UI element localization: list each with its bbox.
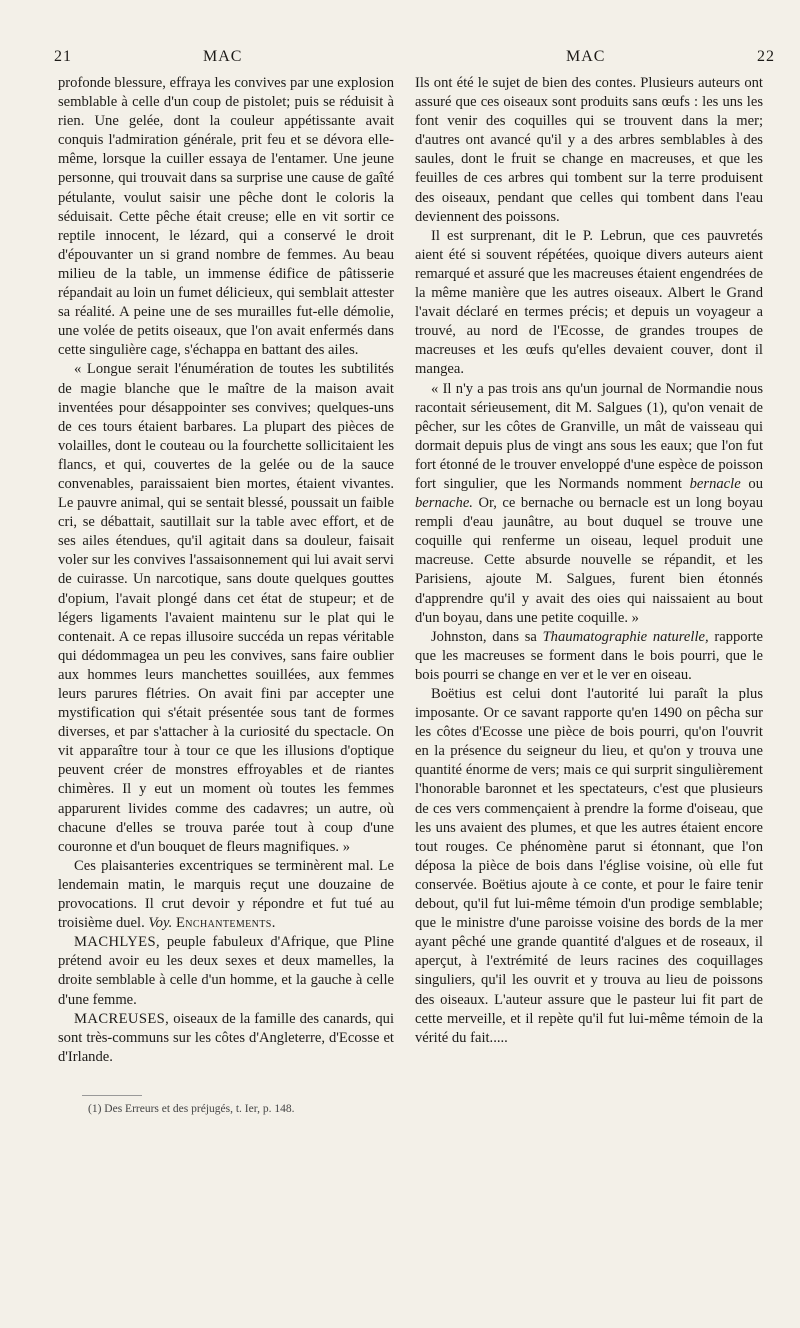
paragraph: « Longue serait l'énumération de toutes les subtilités de magie blanche que le maître de la maison avait inventées pour désappointer ses convives; quelques-uns de ces tours étaient barbares. La plupart des pièces de volailles, dont le couteau ou la fourchette sollicitaient les flancs, et qui, couvertes de la gelée ou de la sauce convenables, paraissaient bien mortes, étaient vivantes. Le pauvre animal, qui se sentait blessé, poussait un faible cri, se débattait, sautillait sur la table avec effort, et de ses ailes étendues, qu'il agitait dans sa douleur, faisait voler sur les convives l'assaisonnement qui lui avait servi de cuirasse. Un narcotique, sans doute quelques gouttes d'opium, l'avait plongé dans cet état de stupeur; et de légers ligaments l'avaient maintenu sur le plat qui le contenait. A ce repas illusoire succéda un repas véritable qui dédommagea un peu les convives, sans faire oublier aux hommes leurs manchettes souillées, aux femmes leurs parures flétries. On avait fini par accepter une mystification qui s'était présentée sous tant de formes diverses, et par s'attacher à la curiosité du spectacle. On vit apparaître tour à tour ce que les illusions d'optique peuvent créer de monstres effroyables et de riantes chimères. Il y eut un moment où toutes les femmes apparurent livides comme des cadavres; un autre, où chacune d'elles se trouva parée tout à coup d'une couronne et d'un bouquet de fleurs magnifiques. » bbox=[58, 361, 394, 855]
dictionary-entry-machlyes bbox=[58, 933, 394, 1009]
entry-headword: MACHLYES, bbox=[74, 934, 161, 951]
paragraph-text: Ces plaisanteries excentriques se terminèrent mal. Le lendemain matin, le marquis reçut une douzaine de provocations. Il crut devoir y répondre et fut tué au troisième duel. bbox=[58, 857, 394, 932]
paragraph-text: « Il n'y a pas trois ans qu'un journal de Normandie nous racontait sérieusement, dit M. Salgues (1), qu'on venait de pêcher, sur les côtes de Granville, un mât de vaisseau qui dormait depuis plus de vingt ans sous les eaux; que l'on fut fort étonné de le trouver enveloppé d'une espèce de poisson fort singulier, que les Normands nomment bbox=[415, 380, 763, 492]
paragraph bbox=[58, 857, 394, 933]
footnote-rule bbox=[82, 1095, 142, 1096]
italic-term: bernacle bbox=[689, 475, 741, 492]
paragraph: Ils ont été le sujet de bien des contes. Plusieurs auteurs ont assuré que ces oiseaux sont produits sans œufs : les uns les font venir des coquilles qui se trouvent dans la mer; d'autres ont avancé qu'il y a des arbres semblables à des saules, dont le fruit se change en macreuses, et que les feuilles de ces arbres qui tombent sur la terre produisent des oiseaux, pendant que celles qui tombent dans l'eau deviennent des poissons. bbox=[415, 75, 763, 225]
left-column bbox=[58, 74, 394, 1067]
paragraph: Boëtius est celui dont l'autorité lui paraît la plus imposante. Or ce savant rapporte qu'en 1490 on pêcha sur les côtes d'Ecosse une pièce de bois pourri, qu'on l'ouvrit en la présence du seigneur du lieu, et qu'on y trouva une quantité énorme de vers; mais ce qui surprit singulièrement l'honorable baronnet et les spectateurs, c'est que plusieurs de ces vers commençaient à prendre la forme d'oiseau, que les uns avaient des plumes, et que les autres étaient encore tout rouges. Ce phénomène parut si étonnant, que l'on déposa la pièce de bois dans l'église voisine, où elle fut conservée. Boëtius ajoute à ce conte, et pour le faire tenir debout, qu'il fut lui-même témoin d'un prodige semblable; que le ministre d'une paroisse voisine des bords de la mer ayant pêché une grande quantité d'algues et de roseaux, il aperçut, à l'extrémité de leurs racines des coquillages singuliers, qu'il les ouvrit et y trouva au lieu de poissons des oiseaux. L'auteur assure que le pasteur lui fit part de cette merveille, et il repète qu'il fut lui-même témoin de la vérité du fait..... bbox=[415, 686, 763, 1046]
right-page-number: 22 bbox=[757, 48, 775, 65]
book-title: Thaumatographie naturelle, bbox=[542, 628, 709, 645]
entry-text: peuple fabuleux d'Afrique, que Pline prétend avoir eu les deux sexes et deux mamelles, la droite semblable à celle d'un homme, et la gauche à celle d'une femme. bbox=[58, 934, 394, 1008]
paragraph: profonde blessure, effraya les convives par une explosion semblable à celle d'un coup de pistolet; puis se réduisit à rien. Une gelée, dont la couleur appétissante avait conquis l'admiration générale, prit feu et se dévora elle-même, lorsque la cuiller essaya de l'entamer. Une jeune personne, qui trouvait dans sa surprise une cause de gaîté pétulante, voulut saisir une pêche dont le coloris la séduisait. Cette pêche était creuse; elle en vit sortir ce reptile innocent, le lézard, qui a conservé le droit d'épouvanter un si grand nombre de femmes. Au beau milieu de la table, un immense édifice de pâtisserie répandait au loin un fumet délicieux, qui semblait attester sa réalité. A peine une de ses murailles fut-elle démolie, une volée de petits oiseaux, que l'on avait enfermés dans cette singulière cage, s'échappa en battant des ailes. bbox=[58, 75, 394, 359]
footnote: (1) Des Erreurs et des préjugés, t. Ier, p. 148. bbox=[88, 1103, 295, 1115]
dictionary-entry-macreuses bbox=[58, 1010, 394, 1067]
paragraph-text: Or, ce bernache ou bernacle est un long boyau rempli d'eau jaunâtre, au bout duquel se trouve une coquille qui renferme un oiseau, lequel produit une macreuse. Cette absurde nouvelle se répandit, et les Parisiens, ajoute M. Salgues, furent bien étonnés d'apprendre qu'il y avait des oies qui naissaient au bout d'un boyau, dans une petite coquille. » bbox=[415, 495, 763, 626]
paragraph-text: rapporte que les macreuses se forment dans le bois pourri, que le bois pourri se change en ver et le ver en oiseau. bbox=[415, 628, 763, 683]
entry-text: oiseaux de la famille des canards, qui sont très-communs sur les côtes d'Angleterre, d'Ecosse et d'Irlande. bbox=[58, 1010, 395, 1065]
right-running-head: MAC bbox=[566, 48, 606, 65]
cross-reference-prefix: Voy. bbox=[148, 915, 173, 932]
entry-headword: MACREUSES, bbox=[74, 1010, 170, 1027]
paragraph bbox=[415, 380, 763, 628]
italic-term: bernache. bbox=[415, 495, 473, 512]
paragraph-text: Johnston, dans sa bbox=[431, 628, 537, 645]
cross-reference: Enchantements. bbox=[175, 915, 276, 932]
left-page-number: 21 bbox=[54, 48, 72, 65]
paragraph: Il est surprenant, dit le P. Lebrun, que ces pauvretés aient été si souvent répétées, quoique divers auteurs aient remarqué et assuré que les macreuses étaient engendrées de la même manière que les autres oiseaux. Albert le Grand l'avait déclaré en termes précis; et depuis un voyageur a trouvé, au nord de l'Ecosse, de grandes troupes de macreuses et les œufs qu'elles devaient couver, dont il mangea. bbox=[415, 227, 763, 378]
left-running-head: MAC bbox=[203, 48, 243, 65]
right-column bbox=[415, 74, 763, 1048]
paragraph bbox=[415, 628, 763, 685]
paragraph-text: ou bbox=[748, 475, 763, 492]
